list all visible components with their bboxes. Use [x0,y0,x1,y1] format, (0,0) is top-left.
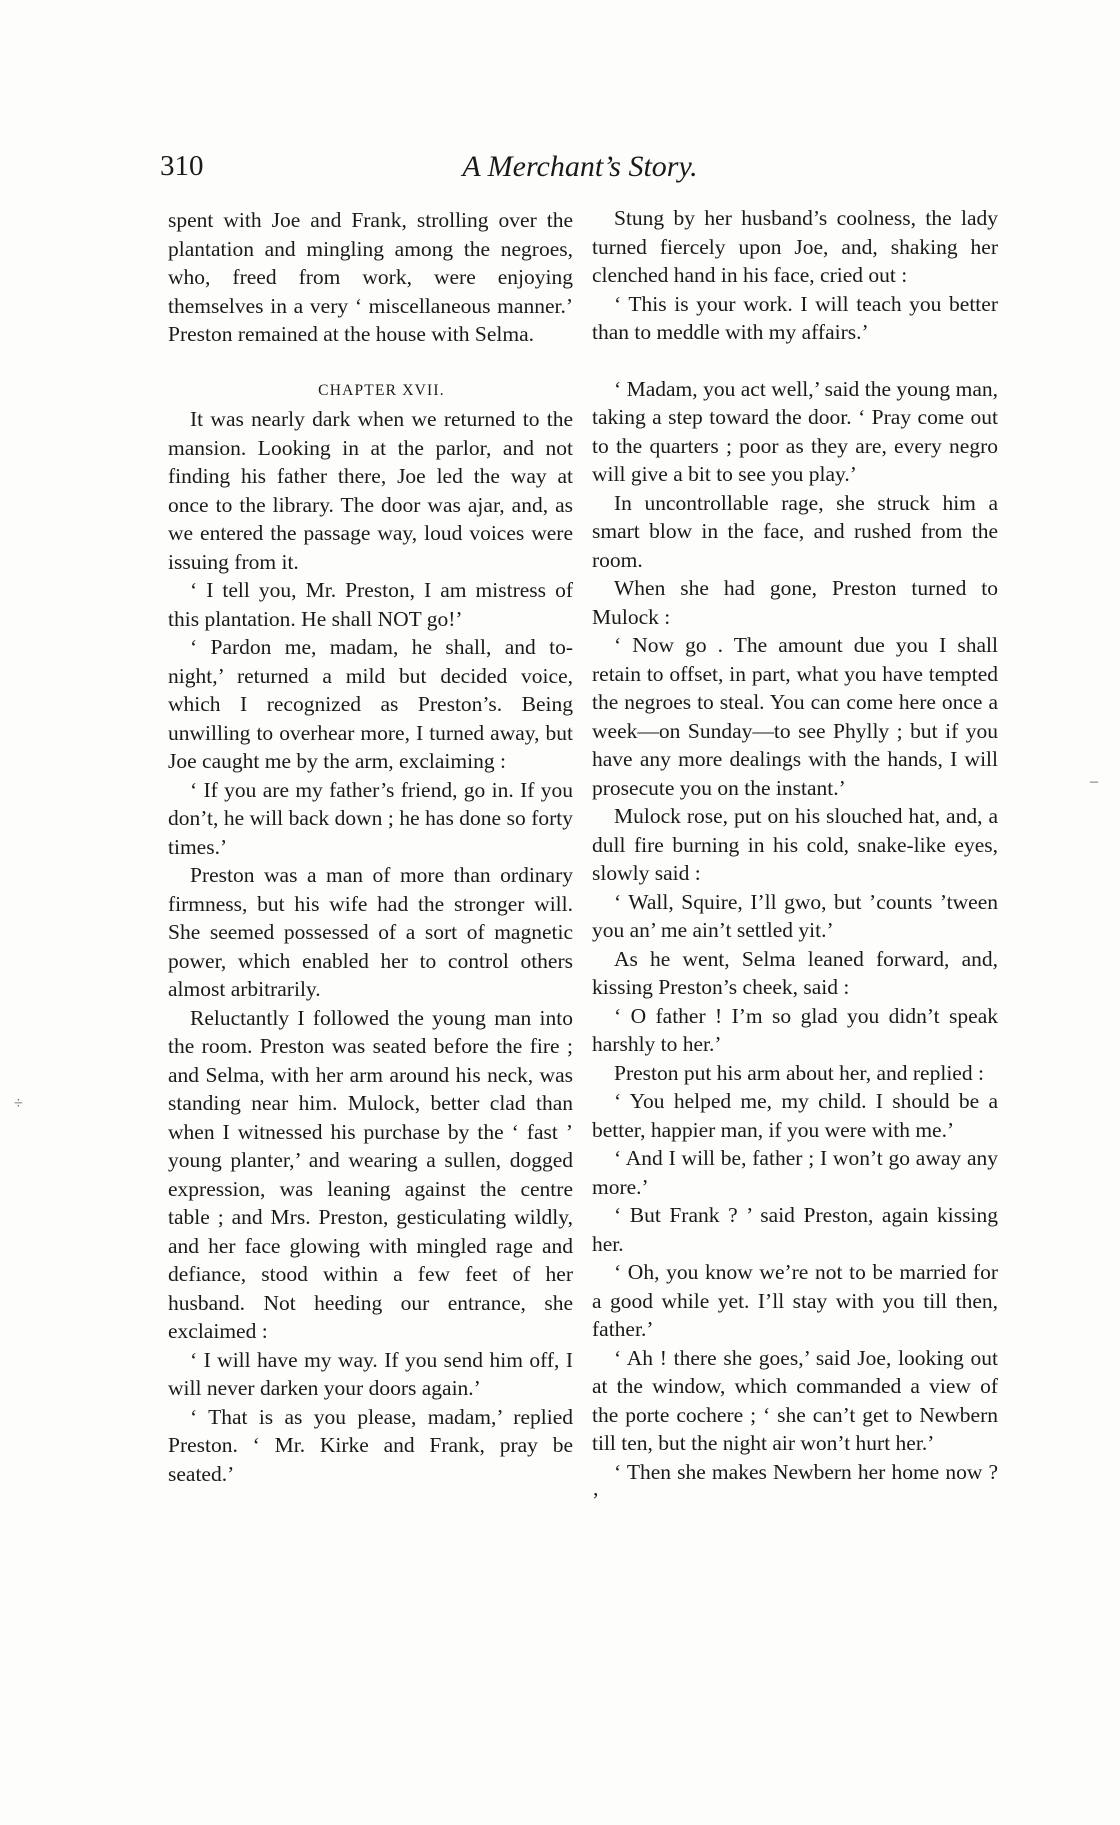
left-column [168,206,573,1488]
paragraph: ‘ That is as you please, madam,’ replied Preston. ‘ Mr. Kirke and Frank, pray be seated.’ [168,1404,573,1486]
paragraph: ‘ Then she makes Newbern her home now ? ’ [592,1459,998,1512]
paragraph: In uncontrollable rage, she struck him a smart blow in the face, and rushed from the room. [592,490,998,572]
paragraph: It was nearly dark when we returned to the mansion. Looking in at the parlor, and not finding his father there, Joe led the way at once to the library. The door was ajar, and, as we entered the passage way, loud voices were issuing from it. [168,407,573,574]
paragraph: ‘ I will have my way. If you send him off, I will never darken your doors again.’ [168,1347,573,1400]
paragraph: ‘ I tell you, Mr. Preston, I am mistress of this plantation. He shall NOT go!’ [168,578,573,631]
paragraph: Mulock rose, put on his slouched hat, and, a dull fire burning in his cold, snake-like eyes, slowly said : [592,804,998,885]
margin-mark-left: ÷ [14,1095,23,1112]
paragraph: Stung by her husband’s coolness, the lady turned fiercely upon Joe, and, shaking her clenched hand in his face, cried out : [592,206,998,287]
page-header [160,150,1000,194]
right-column [592,204,998,1515]
paragraph: ‘ Oh, you know we’re not to be married for a good while yet. I’ll stay with you till then, father.’ [592,1260,998,1341]
paragraph: ‘ This is your work. I will teach you better than to meddle with my affairs.’ [592,291,998,344]
chapter-heading: CHAPTER XVII. [318,381,445,399]
paragraph: ‘ If you are my father’s friend, go in. If you don’t, he will back down ; he has done so forty times.’ [168,777,573,859]
paragraph: ‘ But Frank ? ’ said Preston, again kissing her. [592,1203,998,1256]
paragraph: Reluctantly I followed the young man into the room. Preston was seated before the fire ; and Selma, with her arm around his neck, was standing near him. Mulock, better clad than when I witnessed his purchase by the ‘ fast ’ young planter,’ and wearing a sullen, dogged expression, was leaning against the centre table ; and Mrs. Preston, gesticulating wildly, and her face glowing with mingled rage and defiance, stood within a few feet of her husband. Not heeding our entrance, she exclaimed : [168,1005,573,1343]
paragraph: ‘ Ah ! there she goes,’ said Joe, looking out at the window, which commanded a view of the porte cochere ; ‘ she can’t get to Newbern till ten, but the night air won’t hurt her.’ [592,1345,998,1455]
paragraph: As he went, Selma leaned forward, and, kissing Preston’s cheek, said : [592,946,998,999]
paragraph: ‘ Pardon me, madam, he shall, and to-night,’ returned a mild but decided voice, which I recognized as Preston’s. Being unwilling to overhear more, I turned away, but Joe caught me by the arm, exclaiming : [168,635,573,773]
paragraph: ‘ Madam, you act well,’ said the young man, taking a step toward the door. ‘ Pray come out to the quarters ; poor as they are, every negro will give a bit to see you play.’ [592,376,998,486]
running-title: A Merchant’s Story. [462,150,698,183]
paragraph: spent with Joe and Frank, strolling over the plantation and mingling among the negroes, who, freed from work, were enjoying themselves in a very ‘ miscellaneous manner.’ Preston remained at the house with Selma. [168,208,573,346]
paragraph: ‘ O father ! I’m so glad you didn’t speak harshly to her.’ [592,1003,998,1056]
paragraph: Preston put his arm about her, and replied : [614,1060,984,1085]
paragraph: ‘ And I will be, father ; I won’t go away any more.’ [592,1146,998,1199]
paragraph: When she had gone, Preston turned to Mulock : [592,576,998,629]
paragraph: ‘ You helped me, my child. I should be a better, happier man, if you were with me.’ [592,1089,998,1142]
paragraph: ‘ Wall, Squire, I’ll gwo, but ’counts ’tween you an’ me ain’t settled yit.’ [592,889,998,942]
page-number: 310 [160,150,204,182]
margin-mark-right: – [1090,773,1098,790]
paragraph: Preston was a man of more than ordinary firmness, but his wife had the stronger will. She seemed possessed of a sort of magnetic power, which enabled her to control others almost arbitrarily. [168,863,573,1001]
paragraph: ‘ Now go . The amount due you I shall retain to offset, in part, what you have tempted the negroes to steal. You can come here once a week—on Sunday—to see Phylly ; but if you have any more dealings with the hands, I will prosecute you on the instant.’ [592,633,998,800]
